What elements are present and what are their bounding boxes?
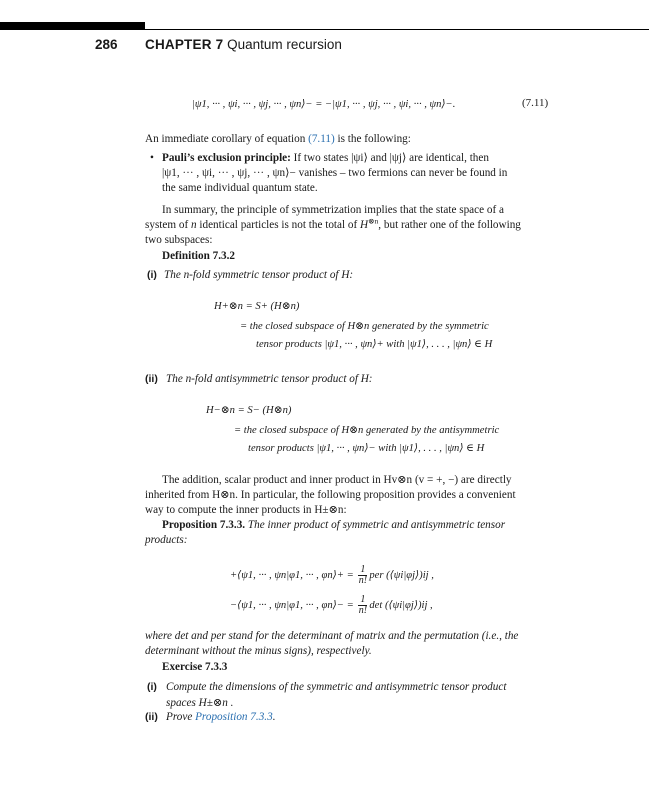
definition-item-2-text: The n-fold antisymmetric tensor product of H: xyxy=(166,373,373,385)
pauli-line-2: |ψ1, ··· , ψi, ··· , ψj, ··· , ψn⟩− vanishes – two fermions can never be found in xyxy=(162,167,508,179)
prop-eq2-fraction xyxy=(358,595,367,616)
def-eq2-line-3: tensor products |ψ1, ··· , ψn⟩− with |ψ1⟩, . . . , |ψn⟩ ∈ H xyxy=(248,443,485,454)
summary-line-1: In summary, the principle of symmetrization implies that the state space of a xyxy=(162,204,504,216)
page-number: 286 xyxy=(95,37,118,52)
exercise-title: Exercise 7.3.3 xyxy=(162,661,228,673)
equation-ref-link[interactable]: (7.11) xyxy=(308,133,335,145)
summary-text-a: system of xyxy=(145,219,191,231)
def-eq2-line-2: = the closed subspace of H⊗n generated by the antisymmetric xyxy=(234,425,500,436)
fraction-numerator: 1 xyxy=(360,564,366,575)
running-header xyxy=(0,37,649,55)
pauli-line-3: the same individual quantum state. xyxy=(162,182,318,194)
definition-title: Definition 7.3.2 xyxy=(162,250,236,262)
exercise-item-2-text xyxy=(166,710,275,725)
prop-eq1-rhs: per (⟨ψi|φj⟩)ij , xyxy=(369,569,434,581)
pauli-title: Pauli’s exclusion principle: xyxy=(162,152,291,164)
where-line-1: where det and per stand for the determinant of matrix and the permutation (i.e., the xyxy=(145,630,519,642)
summary-hilbert: H xyxy=(360,219,369,231)
prop-eq1-fraction xyxy=(358,565,367,586)
header-rule-thin xyxy=(145,29,649,30)
definition-item-2-label: (ii) xyxy=(145,373,158,385)
addition-line-3: way to compute the inner products in H±⊗n: xyxy=(145,504,347,516)
chapter-heading xyxy=(145,37,342,52)
fraction-denominator: n! xyxy=(358,605,368,616)
corollary-sentence xyxy=(145,132,411,147)
pauli-text-1: If two states |ψi⟩ and |ψj⟩ are identical, then xyxy=(290,152,489,164)
proposition-eq-1 xyxy=(230,565,434,586)
proposition-eq-2 xyxy=(230,595,433,616)
definition-item-1-text: The n-fold symmetric tensor product of H: xyxy=(164,269,354,281)
def-eq2-line-1: H−⊗n = S− (H⊗n) xyxy=(206,405,292,416)
proposition-title: Proposition 7.3.3. xyxy=(162,519,246,531)
chapter-title: Quantum recursion xyxy=(227,37,342,52)
proposition-text-1: The inner product of symmetric and antisymmetric tensor xyxy=(245,519,506,531)
header-rule-thick xyxy=(0,22,145,30)
proposition-line-2: products: xyxy=(145,534,188,546)
summary-text-b: identical particles is not the total of xyxy=(196,219,361,231)
prop-eq2-rhs: det (⟨ψi|φj⟩)ij , xyxy=(369,599,433,611)
chapter-label: CHAPTER 7 xyxy=(145,37,224,52)
prop-eq1-lhs: +⟨ψ1, ··· , ψn|φ1, ··· , φn⟩+ = xyxy=(230,569,354,581)
corollary-text-post: is the following: xyxy=(334,133,411,145)
where-line-2: determinant without the minus signs), respectively. xyxy=(145,645,372,657)
exercise-item-1-line-1: Compute the dimensions of the symmetric and antisymmetric tensor product xyxy=(166,681,507,693)
fraction-denominator: n! xyxy=(358,575,368,586)
addition-line-1: The addition, scalar product and inner product in Hv⊗n (v = +, −) are directly xyxy=(162,474,512,486)
equation-7-11: |ψ1, ··· , ψi, ··· , ψj, ··· , ψn⟩− = −|ψ1, ··· , ψj, ··· , ψi, ··· , ψn⟩−. xyxy=(192,99,456,110)
def-eq1-line-1: H+⊗n = S+ (H⊗n) xyxy=(214,301,300,312)
summary-text-c: , but rather one of the following xyxy=(378,219,521,231)
proposition-ref-link[interactable]: Proposition 7.3.3 xyxy=(195,711,273,723)
equation-number-7-11: (7.11) xyxy=(522,97,549,109)
fraction-numerator: 1 xyxy=(360,594,366,605)
proposition-line-1 xyxy=(162,518,505,533)
bullet-marker: • xyxy=(150,152,154,164)
definition-item-1-label: (i) xyxy=(147,269,157,281)
summary-n: n xyxy=(191,219,197,231)
exercise-item-1-label: (i) xyxy=(147,681,157,693)
exercise-2-pre: Prove xyxy=(166,711,196,723)
summary-line-2 xyxy=(145,218,521,233)
exercise-item-2-label: (ii) xyxy=(145,711,158,723)
def-eq1-line-2: = the closed subspace of H⊗n generated by the symmetric xyxy=(240,321,489,332)
summary-line-3: two subspaces: xyxy=(145,234,213,246)
prop-eq2-lhs: −⟨ψ1, ··· , ψn|φ1, ··· , φn⟩− = xyxy=(230,599,354,611)
exercise-2-post: . xyxy=(272,711,276,723)
def-eq1-line-3: tensor products |ψ1, ··· , ψn⟩+ with |ψ1⟩, . . . , |ψn⟩ ∈ H xyxy=(256,339,493,350)
addition-line-2: inherited from H⊗n. In particular, the following proposition provides a convenient xyxy=(145,489,516,501)
summary-sup: ⊗n xyxy=(368,216,379,226)
corollary-text-pre: An immediate corollary of equation xyxy=(145,133,309,145)
exercise-item-1-line-2: spaces H±⊗n . xyxy=(166,697,234,709)
pauli-line-1 xyxy=(162,151,489,166)
